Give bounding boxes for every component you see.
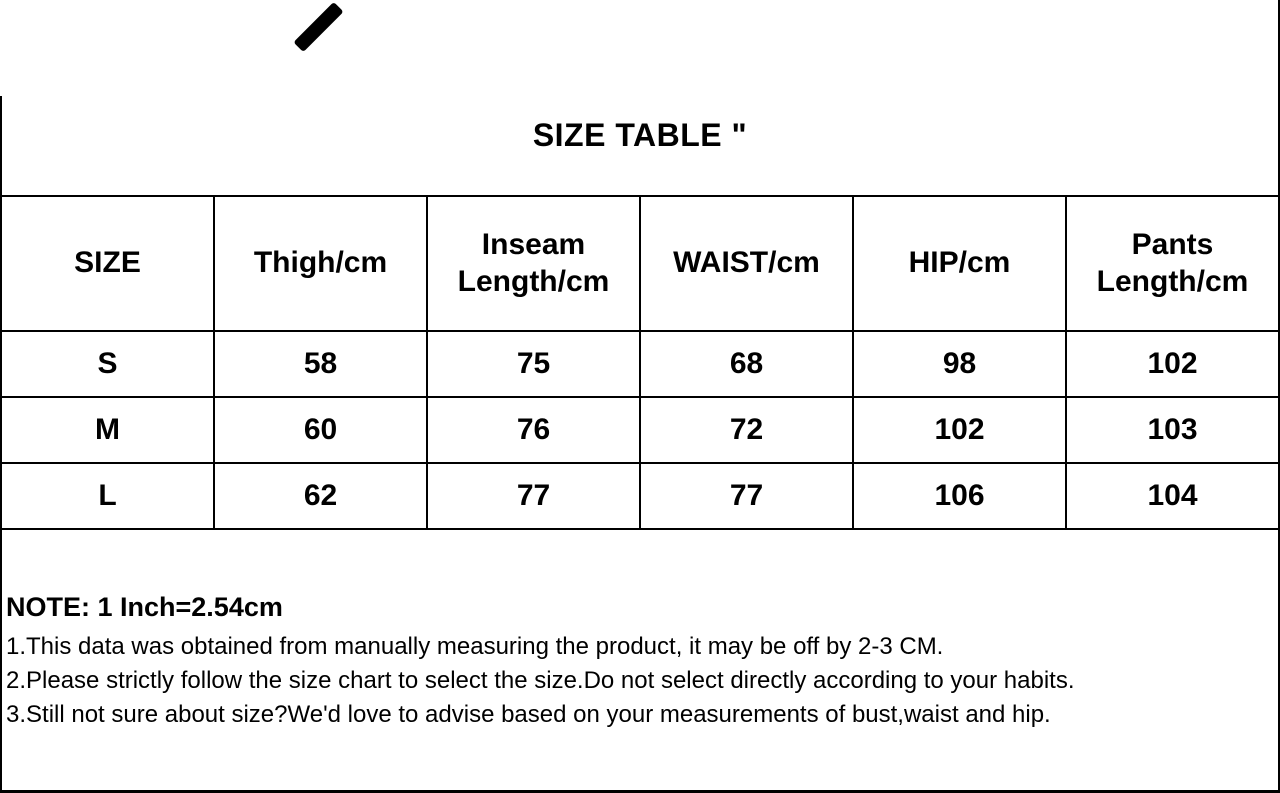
measurement-cell: 60 [214,397,427,463]
table-row-m [1,397,1279,463]
measurement-cell: 102 [1066,331,1279,397]
measurement-cell: 103 [1066,397,1279,463]
page-title: SIZE TABLE " [532,117,748,153]
note-heading: NOTE: 1 Inch=2.54cm [6,592,283,622]
measurement-cell: 77 [427,463,640,529]
column-header-pants-length: Pants Length/cm [1066,196,1279,331]
note-item: 1.This data was obtained from manually measuring the product, it may be off by 2-3 CM. [6,633,944,660]
note-item: 2.Please strictly follow the size chart to select the size.Do not select directly according to your habits. [6,667,1075,694]
size-cell: M [1,397,214,463]
size-table-header-row [1,196,1279,331]
size-cell: L [1,463,214,529]
table-row-l [1,463,1279,529]
measurement-cell: 72 [640,397,853,463]
column-header-waist: WAIST/cm [640,196,853,331]
column-header-hip: HIP/cm [853,196,1066,331]
measurement-cell: 68 [640,331,853,397]
notes-section [6,592,1274,732]
column-header-thigh: Thigh/cm [214,196,427,331]
measurement-cell: 76 [427,397,640,463]
measurement-cell: 102 [853,397,1066,463]
column-header-inseam: Inseam Length/cm [427,196,640,331]
size-table [0,195,1280,530]
measurement-cell: 75 [427,331,640,397]
measurement-cell: 62 [214,463,427,529]
measurement-cell: 58 [214,331,427,397]
table-row-s [1,331,1279,397]
measurement-cell: 77 [640,463,853,529]
column-header-size: SIZE [1,196,214,331]
measurement-cell: 104 [1066,463,1279,529]
measurement-cell: 106 [853,463,1066,529]
size-cell: S [1,331,214,397]
note-item: 3.Still not sure about size?We'd love to advise based on your measurements of bust,waist and hip. [6,701,1051,728]
brush-stroke-mark-icon [293,2,343,52]
measurement-cell: 98 [853,331,1066,397]
